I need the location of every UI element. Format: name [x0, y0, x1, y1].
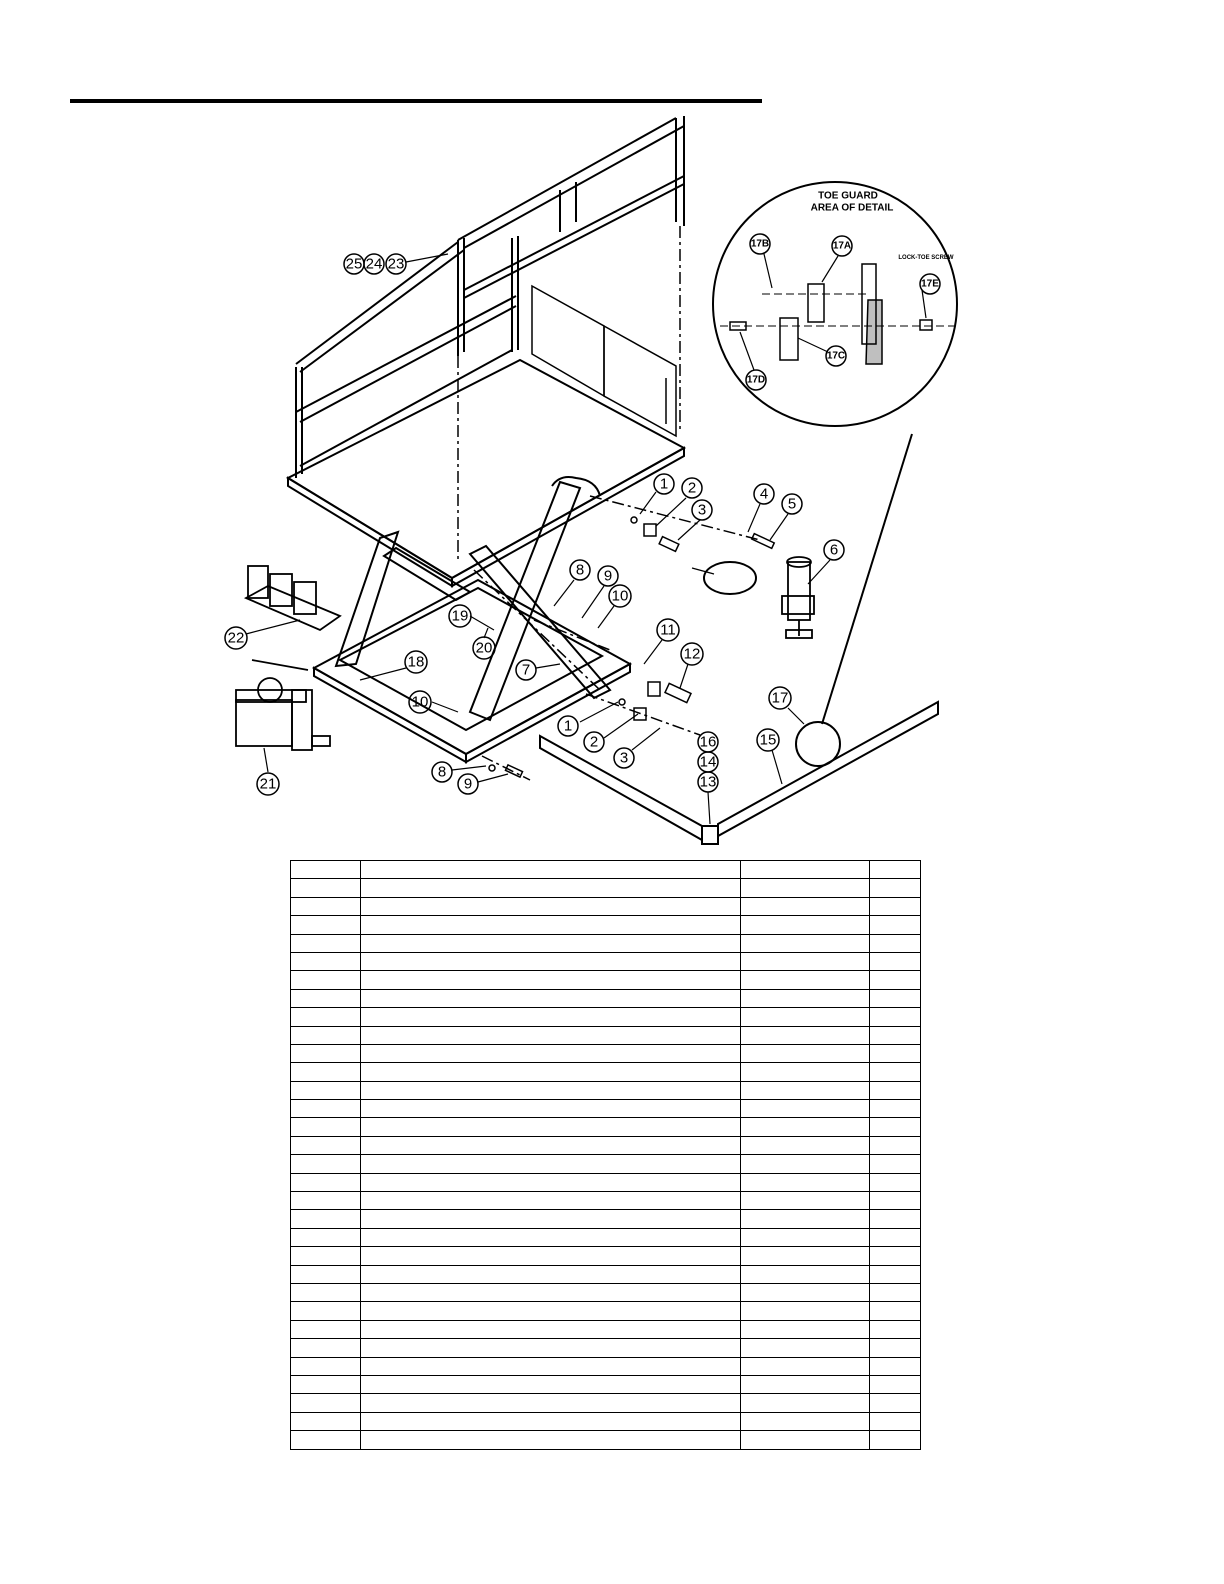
bumper-pads — [246, 566, 340, 630]
table-cell — [291, 1081, 361, 1099]
table-cell — [291, 1136, 361, 1154]
table-cell — [741, 1044, 870, 1062]
table-cell — [361, 1173, 741, 1191]
leader-lines — [246, 254, 926, 824]
table-cell — [741, 1100, 870, 1118]
callout-2b: 2 — [589, 733, 599, 751]
table-cell — [741, 1412, 870, 1430]
callout-25: 25 — [345, 255, 363, 273]
callout-18: 18 — [407, 653, 425, 671]
table-cell — [870, 1044, 921, 1062]
callout-22: 22 — [227, 629, 245, 647]
table-cell — [870, 1026, 921, 1044]
table-cell — [741, 1265, 870, 1283]
table-cell — [291, 1155, 361, 1173]
detail-title-line2: AREA OF DETAIL — [810, 202, 894, 214]
table-cell — [361, 1247, 741, 1265]
table-cell — [741, 1228, 870, 1246]
table-cell — [291, 1431, 361, 1449]
handrail — [296, 116, 684, 478]
table-cell — [870, 934, 921, 952]
table-row — [291, 1026, 921, 1044]
table-cell — [291, 1265, 361, 1283]
table-cell — [741, 879, 870, 897]
callout-12: 12 — [683, 645, 701, 663]
table-cell — [291, 897, 361, 915]
table-cell — [870, 1008, 921, 1026]
table-cell — [361, 1265, 741, 1283]
callout-9: 9 — [603, 567, 613, 585]
table-cell — [741, 916, 870, 934]
callout-10b: 10 — [411, 693, 429, 711]
table-cell — [361, 1375, 741, 1393]
callout-23: 23 — [387, 255, 405, 273]
detail-view — [713, 182, 960, 724]
table-cell — [291, 1412, 361, 1430]
table-cell — [870, 861, 921, 879]
table-cell — [741, 1026, 870, 1044]
table-cell — [291, 989, 361, 1007]
table-cell — [870, 1081, 921, 1099]
table-cell — [361, 1155, 741, 1173]
table-row — [291, 916, 921, 934]
table-cell — [741, 1357, 870, 1375]
table-row — [291, 1100, 921, 1118]
table-cell — [291, 934, 361, 952]
table-row — [291, 1228, 921, 1246]
table-cell — [361, 1008, 741, 1026]
table-cell — [361, 1302, 741, 1320]
table-cell — [291, 1026, 361, 1044]
table-row — [291, 934, 921, 952]
table-row — [291, 1265, 921, 1283]
callout-15: 15 — [759, 731, 777, 749]
callout-17e: 17E — [921, 278, 939, 290]
callout-8b: 8 — [437, 763, 447, 781]
table-cell — [870, 1320, 921, 1338]
hydraulic-cylinder — [782, 557, 814, 638]
table-row — [291, 1357, 921, 1375]
table-row — [291, 1155, 921, 1173]
callout-4: 4 — [759, 485, 769, 503]
table-cell — [361, 971, 741, 989]
callout-10: 10 — [611, 587, 629, 605]
table-cell — [291, 1228, 361, 1246]
table-row — [291, 897, 921, 915]
table-cell — [291, 1173, 361, 1191]
table-row — [291, 1008, 921, 1026]
table-cell — [291, 1339, 361, 1357]
table-cell — [741, 1008, 870, 1026]
callout-20: 20 — [475, 639, 493, 657]
table-row — [291, 1044, 921, 1062]
toe-guard-part-circle — [796, 722, 840, 766]
projection-lines — [458, 226, 760, 780]
table-cell — [741, 861, 870, 879]
callout-19: 19 — [451, 607, 469, 625]
table-cell — [741, 1155, 870, 1173]
callout-8: 8 — [575, 561, 585, 579]
table-row — [291, 1118, 921, 1136]
table-cell — [361, 934, 741, 952]
callout-7: 7 — [521, 661, 531, 679]
table-row — [291, 1412, 921, 1430]
callout-13: 13 — [699, 773, 717, 791]
reference-ellipse — [704, 562, 756, 594]
table-cell — [291, 1320, 361, 1338]
callout-17a: 17A — [832, 240, 852, 252]
table-cell — [870, 1265, 921, 1283]
table-cell — [291, 1210, 361, 1228]
table-cell — [291, 1394, 361, 1412]
table-cell — [361, 952, 741, 970]
table-cell — [361, 1136, 741, 1154]
table-cell — [291, 1100, 361, 1118]
table-row — [291, 879, 921, 897]
table-cell — [870, 1136, 921, 1154]
table-row — [291, 1136, 921, 1154]
table-row — [291, 1210, 921, 1228]
table-cell — [741, 1431, 870, 1449]
table-cell — [870, 1192, 921, 1210]
table-cell — [870, 1357, 921, 1375]
table-cell — [870, 1431, 921, 1449]
table-cell — [291, 861, 361, 879]
power-unit — [236, 660, 330, 750]
table-cell — [291, 1357, 361, 1375]
table-cell — [361, 1339, 741, 1357]
table-cell — [291, 879, 361, 897]
base-frame — [314, 580, 630, 762]
table-cell — [741, 1081, 870, 1099]
callout-9b: 9 — [463, 775, 473, 793]
callout-24: 24 — [365, 255, 383, 273]
table-row — [291, 1247, 921, 1265]
table-cell — [291, 1008, 361, 1026]
table-row — [291, 1192, 921, 1210]
table-cell — [741, 989, 870, 1007]
table-cell — [291, 1044, 361, 1062]
table-row — [291, 1394, 921, 1412]
table-cell — [741, 1247, 870, 1265]
callout-17b: 17B — [750, 238, 770, 250]
table-cell — [361, 861, 741, 879]
table-cell — [870, 1118, 921, 1136]
table-cell — [741, 1210, 870, 1228]
table-cell — [291, 971, 361, 989]
platform-deck — [288, 360, 684, 586]
table-cell — [870, 1063, 921, 1081]
table-cell — [291, 1375, 361, 1393]
table-cell — [361, 1081, 741, 1099]
table-cell — [870, 1155, 921, 1173]
table-cell — [741, 1375, 870, 1393]
callout-14: 14 — [699, 753, 717, 771]
table-cell — [361, 1431, 741, 1449]
callout-5: 5 — [787, 495, 797, 513]
table-cell — [361, 1063, 741, 1081]
callout-6: 6 — [829, 541, 839, 559]
table-cell — [741, 1283, 870, 1301]
table-cell — [741, 1063, 870, 1081]
table-cell — [291, 916, 361, 934]
table-row — [291, 1063, 921, 1081]
table-row — [291, 989, 921, 1007]
table-cell — [741, 934, 870, 952]
table-cell — [741, 1320, 870, 1338]
callout-3: 3 — [697, 501, 707, 519]
table-cell — [870, 1173, 921, 1191]
callout-17c: 17C — [826, 350, 846, 362]
table-cell — [870, 1339, 921, 1357]
table-cell — [361, 1044, 741, 1062]
table-cell — [741, 952, 870, 970]
table-cell — [291, 1283, 361, 1301]
table-cell — [291, 1192, 361, 1210]
table-cell — [291, 1063, 361, 1081]
table-cell — [361, 897, 741, 915]
toe-guard-panels — [532, 286, 676, 436]
table-cell — [361, 1228, 741, 1246]
table-cell — [870, 1375, 921, 1393]
callout-2: 2 — [687, 479, 697, 497]
callout-21: 21 — [259, 775, 277, 793]
table-cell — [870, 879, 921, 897]
table-cell — [870, 916, 921, 934]
table-row — [291, 1431, 921, 1449]
table-cell — [361, 989, 741, 1007]
table-cell — [870, 1283, 921, 1301]
toe-guard-frame — [540, 702, 938, 844]
callout-17: 17 — [771, 689, 789, 707]
table-row — [291, 971, 921, 989]
callout-bubbles — [225, 234, 940, 795]
table-cell — [741, 1192, 870, 1210]
table-cell — [291, 952, 361, 970]
table-cell — [741, 1302, 870, 1320]
table-cell — [361, 1320, 741, 1338]
callout-3b: 3 — [619, 749, 629, 767]
table-row — [291, 1173, 921, 1191]
table-cell — [741, 1118, 870, 1136]
table-cell — [870, 1228, 921, 1246]
table-row — [291, 1302, 921, 1320]
table-cell — [741, 897, 870, 915]
table-cell — [741, 971, 870, 989]
callout-16: 16 — [699, 733, 717, 751]
table-cell — [361, 1100, 741, 1118]
callout-1: 1 — [659, 475, 669, 493]
callout-11: 11 — [660, 621, 676, 639]
table-row — [291, 1283, 921, 1301]
table-row — [291, 861, 921, 879]
table-cell — [361, 1394, 741, 1412]
table-cell — [291, 1118, 361, 1136]
table-cell — [361, 1283, 741, 1301]
table-row — [291, 1081, 921, 1099]
table-cell — [361, 1192, 741, 1210]
table-cell — [361, 916, 741, 934]
table-cell — [870, 1412, 921, 1430]
table-cell — [741, 1339, 870, 1357]
table-cell — [291, 1247, 361, 1265]
table-cell — [741, 1173, 870, 1191]
table-cell — [870, 1302, 921, 1320]
table-cell — [870, 1394, 921, 1412]
table-cell — [361, 1118, 741, 1136]
table-cell — [870, 989, 921, 1007]
detail-title-line1: TOE GUARD — [818, 190, 878, 202]
table-cell — [741, 1394, 870, 1412]
table-row — [291, 1375, 921, 1393]
callout-1b: 1 — [563, 717, 573, 735]
table-cell — [870, 1247, 921, 1265]
table-cell — [361, 1026, 741, 1044]
table-cell — [361, 1412, 741, 1430]
detail-side-note: LOCK-TOE SCREW — [898, 255, 954, 261]
parts-list-table — [290, 860, 921, 1450]
table-row — [291, 952, 921, 970]
table-cell — [870, 971, 921, 989]
table-cell — [870, 1100, 921, 1118]
table-cell — [361, 1210, 741, 1228]
table-cell — [361, 1357, 741, 1375]
table-row — [291, 1320, 921, 1338]
table-cell — [741, 1136, 870, 1154]
table-cell — [870, 897, 921, 915]
table-cell — [291, 1302, 361, 1320]
table-cell — [870, 952, 921, 970]
table-cell — [361, 879, 741, 897]
table-row — [291, 1339, 921, 1357]
table-cell — [870, 1210, 921, 1228]
callout-17d: 17D — [746, 374, 766, 386]
